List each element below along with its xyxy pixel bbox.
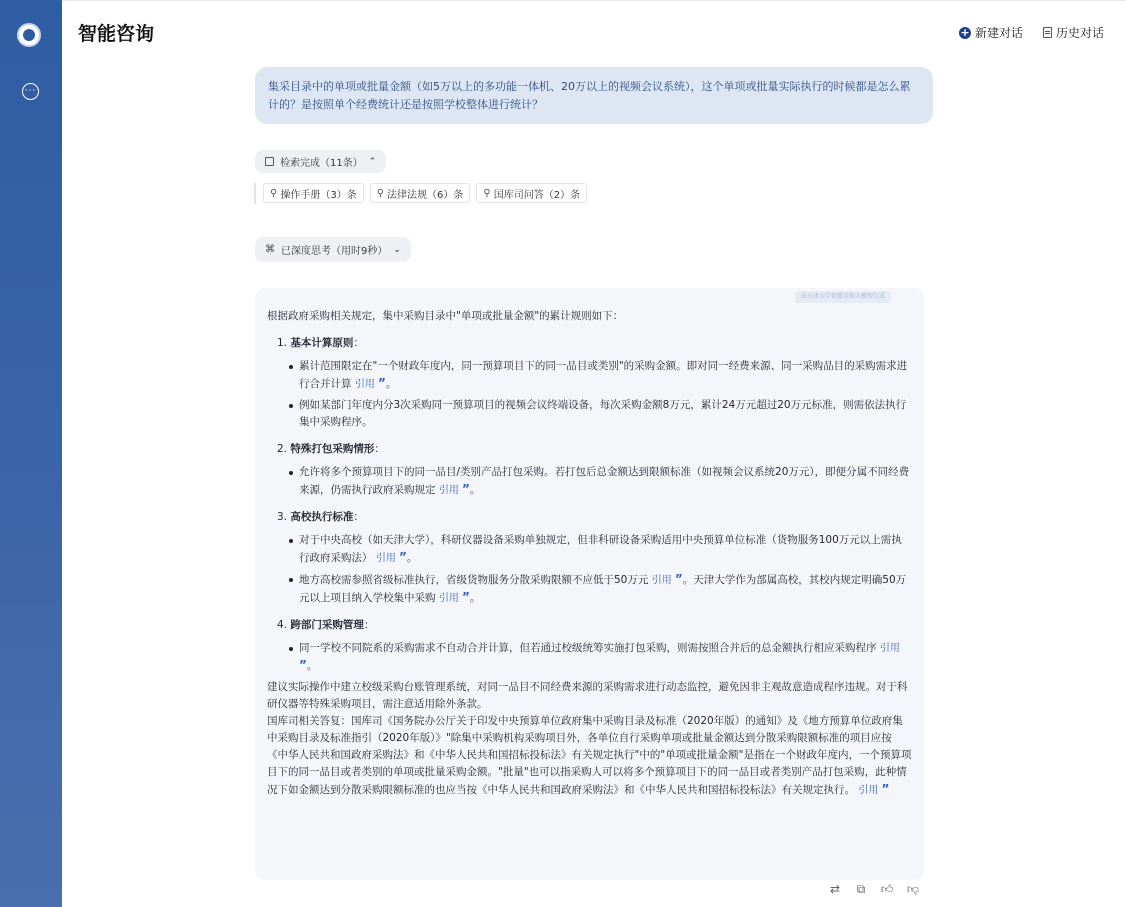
bullet-list <box>267 464 912 499</box>
bullet-end: 。 <box>469 484 481 496</box>
source-chip-treasury[interactable] <box>476 183 587 203</box>
user-question: 集采目录中的单项或批量金额（如5万以上的多功能一体机、20万以上的视频会议系统），这个单项或批量实际执行的时候都是怎么累计的？是按照单个经费统计还是按照学校整体进行统计？ <box>255 67 933 124</box>
section-title: 跨部门采购管理 <box>290 619 364 631</box>
bullet-list <box>267 358 912 431</box>
search-icon: ⚲ <box>270 187 278 199</box>
source-chip-label: 法律法规（6）条 <box>387 189 464 201</box>
chat-bubble-icon[interactable]: ··· <box>22 83 39 100</box>
generated-by-tag: 由天津大学智慧采购大模型生成 <box>795 291 891 303</box>
source-chip-label: 国库司问答（2）条 <box>493 189 581 201</box>
header-actions <box>959 24 1104 41</box>
assistant-answer <box>255 288 924 880</box>
bullet-end: 。 <box>469 592 481 604</box>
citation-link[interactable] <box>354 376 386 390</box>
list-item <box>289 464 912 499</box>
list-item <box>289 532 912 567</box>
list-item <box>289 397 912 431</box>
citation-link[interactable] <box>375 550 407 564</box>
bullet-text: 地方高校需参照省级标准执行，省级货物服务分散采购限额不应低于50万元 <box>299 574 649 586</box>
regenerate-icon[interactable]: ⇄ <box>829 882 841 896</box>
search-icon: ⚲ <box>483 187 491 199</box>
chevron-down-icon: ⌄ <box>393 244 401 255</box>
citation-label: 引用 <box>438 485 459 496</box>
search-status-toggle[interactable] <box>255 150 386 173</box>
thinking-label: 已深度思考（用时9秒） <box>281 246 388 257</box>
quote-icon: ” <box>462 482 470 496</box>
thinking-icon: ⌘ <box>265 244 275 255</box>
bullet-list <box>267 532 912 607</box>
copy-icon[interactable]: ⧉ <box>856 882 866 896</box>
bullet-text: 累计范围限定在"一个财政年度内，同一预算项目下的同一品目或类别"的采购金额。即对同一经费来源、同一采购品目的采购需求进行合并计算 <box>299 360 908 390</box>
document-icon <box>1043 27 1052 38</box>
new-chat-label: 新建对话 <box>974 26 1023 40</box>
section-number: 1. <box>277 337 288 349</box>
source-chip-manual[interactable] <box>263 183 364 203</box>
plus-icon: + <box>960 25 970 39</box>
header-divider <box>62 0 1126 1</box>
citation-label: 引用 <box>375 553 396 564</box>
deep-thinking-toggle[interactable] <box>255 237 411 262</box>
list-item <box>289 571 912 607</box>
thumbs-down-icon[interactable]: 👎︎ <box>906 882 920 896</box>
citation-link[interactable] <box>858 782 890 796</box>
sidebar <box>0 0 62 907</box>
citation-label: 引用 <box>879 643 900 654</box>
section-number: 2. <box>277 443 288 455</box>
search-result-icon <box>265 157 274 166</box>
bullet-end: 。 <box>406 552 418 564</box>
citation-link[interactable] <box>438 590 470 604</box>
section-number: 3. <box>277 511 288 523</box>
bullet-text: 对于中央高校（如天津大学），科研仪器设备采购单独规定，但非科研设备采购适用中央预算单位标准（货物服务100万元以上需执行政府采购法） <box>299 534 902 564</box>
source-list <box>263 183 587 203</box>
quote-icon: ” <box>399 550 407 564</box>
quote-icon: ” <box>881 782 890 796</box>
quote-icon: ” <box>378 376 386 390</box>
quote-icon: ” <box>299 658 307 672</box>
source-chip-label: 操作手册（3）条 <box>280 189 357 201</box>
bullet-end: 。 <box>385 378 397 390</box>
treasury-text: 国库司相关答复：国库司《国务院办公厅关于印发中央预算单位政府集中采购目录及标准（2020年版）的通知》及《地方预算单位政府集中采购目录及标准指引（2020年版）》"除集中采购机构采购项目外，各单位自行采购单项或批量金额达到分散采购限额标准的项目应按《中华人民共和国政府采购法》和《中华人民共和国招标投标法》有关规定执行"中的"单项或批量金额"是指在一个财政年度内，一个预算项目下的同一品目或者类别的单项或批量采购金额。"批量"也可以指采购人可以将多个预算项目下的同一品目或者类别产品打包采购，此种情况下如金额达到分散采购限额标准的也应当按《中华人民共和国政府采购法》和《中华人民共和国招标投标法》有关规定执行。 <box>267 715 912 796</box>
logo-mark <box>23 29 35 41</box>
search-status-label: 检索完成（11条） <box>280 158 363 169</box>
section-heading: 3. 高校执行标准： <box>277 511 364 523</box>
quote-icon: ” <box>674 572 683 586</box>
answer-suggestion: 建议实际操作中建立校级采购台账管理系统，对同一品目不同经费来源的采购需求进行动态监控，避免因非主观故意造成程序违规。对于科研仪器等特殊采购项目，需注意适用除外条款。 <box>267 681 908 710</box>
citation-link[interactable] <box>438 482 470 496</box>
citation-link[interactable] <box>651 572 683 586</box>
thumbs-up-icon[interactable]: 👍︎ <box>880 882 894 896</box>
list-item <box>289 358 912 393</box>
page-title: 智能咨询 <box>78 23 155 45</box>
list-item <box>289 640 912 675</box>
new-chat-button[interactable] <box>959 24 1023 41</box>
bullet-end: 。 <box>306 660 318 672</box>
chevron-up-icon: ⌃ <box>368 156 377 167</box>
bullet-text: 允许将多个预算项目下的同一品目/类别产品打包采购。若打包后总金额达到限额标准（如视频会议系统20万元），即便分属不同经费来源，仍需执行政府采购规定 <box>299 466 910 496</box>
citation-label: 引用 <box>651 575 672 586</box>
section-title: 特殊打包采购情形 <box>290 443 375 455</box>
search-icon: ⚲ <box>376 187 385 199</box>
source-chip-laws[interactable] <box>370 183 471 203</box>
bullet-list <box>267 640 912 675</box>
bullet-text: 例如某部门年度内分3次采购同一预算项目的视频会议终端设备，每次采购金额8万元，累计24万元超过20万元标准，则需依法执行集中采购程序。 <box>299 399 907 428</box>
bullet-text: 。天津大学作为部属高校，其校内规定明确50万元以上项目纳入学校集中采购 <box>299 574 907 604</box>
section-number: 4. <box>277 619 288 631</box>
section-title: 基本计算原则 <box>290 337 354 349</box>
source-divider <box>254 183 256 204</box>
section-heading: 1. 基本计算原则： <box>277 337 364 349</box>
answer-intro: 根据政府采购相关规定，集中采购目录中"单项或批量金额"的累计规则如下： <box>267 310 624 322</box>
citation-label: 引用 <box>858 785 879 796</box>
section-title: 高校执行标准 <box>290 511 354 523</box>
citation-label: 引用 <box>354 379 375 390</box>
citation-label: 引用 <box>438 593 459 604</box>
section-heading: 2. 特殊打包采购情形： <box>277 443 385 455</box>
logo[interactable] <box>17 23 41 47</box>
bullet-text: 同一学校不同院系的采购需求不自动合并计算，但若通过校级统筹实施打包采购，则需按照合并后的总金额执行相应采购程序 <box>299 642 877 654</box>
section-heading: 4. 跨部门采购管理： <box>277 619 375 631</box>
message-actions <box>828 882 920 897</box>
history-button[interactable] <box>1043 24 1104 41</box>
answer-treasury-note <box>267 713 912 799</box>
history-label: 历史对话 <box>1055 26 1104 40</box>
quote-icon: ” <box>462 590 470 604</box>
